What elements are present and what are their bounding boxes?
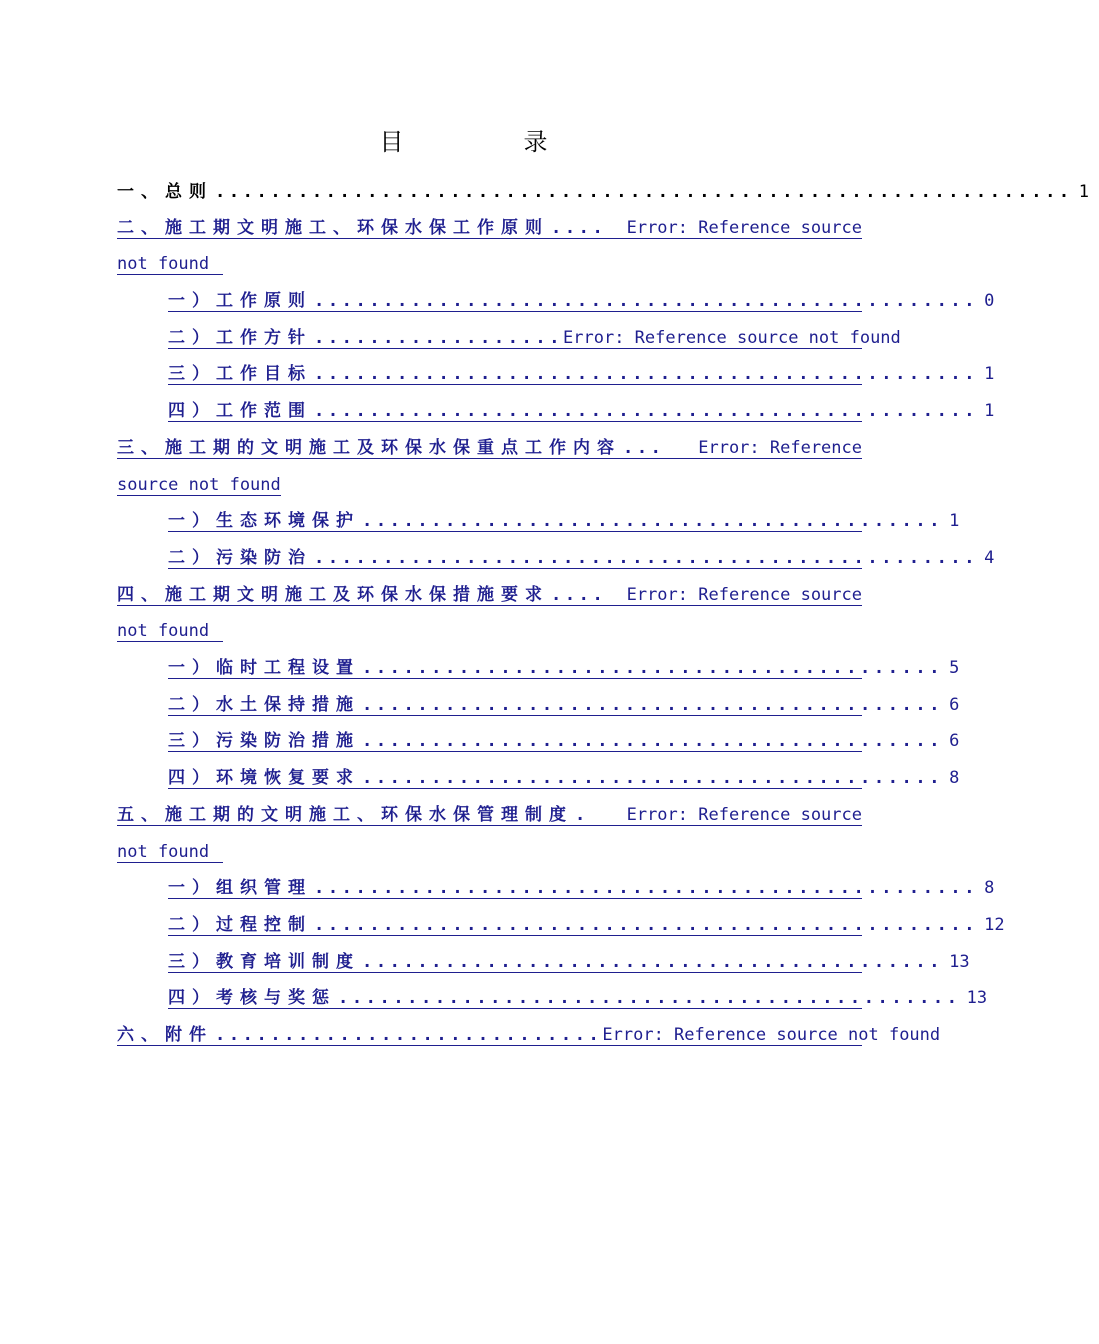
toc-page-number: 6 — [949, 731, 960, 751]
toc-entry-section-4-continued[interactable]: not found — [117, 617, 223, 642]
toc-entry-appendix[interactable] — [117, 1021, 941, 1046]
toc-dot-leader: ... — [623, 438, 665, 458]
toc-dot-leader: ............................ — [215, 1025, 603, 1045]
toc-page-number: 12 — [984, 915, 1005, 935]
toc-dot-leader: ................................................ — [314, 878, 979, 898]
toc-dot-leader: ................................................ — [314, 548, 979, 568]
toc-entry-process-control[interactable] — [168, 911, 1005, 936]
toc-dot-leader: .... — [551, 218, 607, 238]
toc-page-number: 8 — [949, 768, 960, 788]
toc-dot-leader: ................................................ — [314, 401, 979, 421]
toc-page-number: 8 — [984, 878, 995, 898]
toc-entry-pollution-control[interactable] — [168, 544, 995, 569]
toc-page-number: 5 — [949, 658, 960, 678]
toc-entry-training-system[interactable] — [168, 948, 970, 973]
toc-dot-leader: .......................................... — [362, 731, 944, 751]
toc-entry-section-4[interactable] — [117, 581, 862, 606]
toc-error-reference: Error: Reference source — [626, 805, 862, 825]
toc-entry-label: 四）考核与奖惩 — [168, 988, 336, 1008]
toc-page-number: 1 — [949, 511, 960, 531]
toc-page-number: 13 — [966, 988, 988, 1008]
toc-page-number: 1 — [984, 364, 995, 384]
toc-entry-label: 二）水土保持措施 — [168, 695, 360, 715]
toc-entry-soil-conservation[interactable] — [168, 691, 960, 716]
toc-dot-leader: .......................................... — [362, 511, 944, 531]
toc-entry-label: 四）环境恢复要求 — [168, 768, 360, 788]
toc-title: 目 录 — [379, 128, 596, 156]
toc-entry-label: 三）污染防治措施 — [168, 731, 360, 751]
toc-dot-leader: . — [575, 805, 589, 825]
toc-entry-assessment-rewards[interactable] — [168, 984, 988, 1009]
toc-entry-label: 三）工作目标 — [168, 364, 312, 384]
toc-entry-work-policy[interactable] — [168, 324, 901, 349]
toc-entry-label: 六、附件 — [117, 1025, 213, 1045]
toc-entry-section-2-continued[interactable]: not found — [117, 250, 223, 275]
toc-entry-general[interactable] — [117, 178, 1090, 202]
toc-dot-leader: ................................................ — [314, 364, 979, 384]
toc-entry-label: 四、施工期文明施工及环保水保措施要求 — [117, 585, 549, 605]
toc-entry-environment-restoration[interactable] — [168, 764, 960, 789]
toc-page-number: 1 — [1078, 182, 1090, 202]
toc-page-number: 13 — [949, 952, 970, 972]
toc-entry-work-principles[interactable] — [168, 287, 995, 312]
toc-entry-section-2[interactable] — [117, 214, 862, 239]
toc-page-number: 4 — [984, 548, 995, 568]
toc-dot-leader: .......................................... — [362, 768, 944, 788]
toc-entry-temporary-works[interactable] — [168, 654, 960, 679]
toc-dot-leader: .............................................................. — [215, 182, 1073, 202]
toc-entry-label: 一）组织管理 — [168, 878, 312, 898]
toc-entry-label: 二）过程控制 — [168, 915, 312, 935]
toc-entry-label: 二）污染防治 — [168, 548, 312, 568]
toc-error-reference: Error: Reference — [698, 438, 862, 458]
toc-entry-section-3[interactable] — [117, 434, 862, 459]
toc-entry-label: 二、施工期文明施工、环保水保工作原则 — [117, 218, 549, 238]
toc-dot-leader: .................. — [314, 328, 564, 348]
toc-dot-leader: ................................................ — [314, 291, 979, 311]
toc-entry-pollution-measures[interactable] — [168, 727, 960, 752]
toc-page-number: 1 — [984, 401, 995, 421]
toc-entry-section-5-continued[interactable]: not found — [117, 838, 223, 863]
toc-entry-label: 一、总则 — [117, 182, 213, 202]
toc-dot-leader: .... — [551, 585, 607, 605]
toc-entry-work-scope[interactable] — [168, 397, 995, 422]
toc-error-reference: Error: Reference source not found — [563, 328, 901, 348]
toc-entry-label: 三）教育培训制度 — [168, 952, 360, 972]
toc-entry-section-3-continued[interactable]: source not found — [117, 471, 281, 496]
toc-page-number: 6 — [949, 695, 960, 715]
toc-entry-section-5[interactable] — [117, 801, 862, 826]
toc-error-reference: Error: Reference source — [626, 585, 862, 605]
toc-entry-ecological-protection[interactable] — [168, 507, 960, 532]
toc-entry-label: 五、施工期的文明施工、环保水保管理制度 — [117, 805, 573, 825]
toc-entry-organization-management[interactable] — [168, 874, 995, 899]
toc-page-number: 0 — [984, 291, 995, 311]
toc-entry-label: 二）工作方针 — [168, 328, 312, 348]
toc-entry-label: 一）临时工程设置 — [168, 658, 360, 678]
toc-entry-label: 三、施工期的文明施工及环保水保重点工作内容 — [117, 438, 621, 458]
toc-dot-leader: ............................................. — [338, 988, 961, 1008]
toc-entry-label: 一）工作原则 — [168, 291, 312, 311]
toc-error-reference: Error: Reference source not found — [602, 1025, 941, 1045]
toc-entry-work-goals[interactable] — [168, 360, 995, 385]
toc-entry-label: 四）工作范围 — [168, 401, 312, 421]
toc-dot-leader: .......................................... — [362, 658, 944, 678]
toc-dot-leader: .......................................... — [362, 952, 944, 972]
toc-dot-leader: .......................................... — [362, 695, 944, 715]
toc-error-reference: Error: Reference source — [626, 218, 862, 238]
toc-entry-label: 一）生态环境保护 — [168, 511, 360, 531]
toc-dot-leader: ................................................ — [314, 915, 979, 935]
